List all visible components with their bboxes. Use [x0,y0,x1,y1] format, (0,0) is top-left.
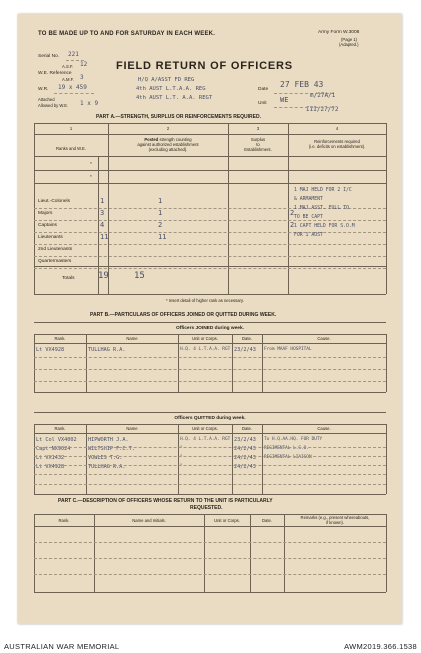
quitted-row-unit: " [180,446,183,451]
col-posted-3: (excluding attached). [148,147,188,152]
col-surplus-3: Establishment. [244,147,272,152]
joined-row-name: TULLHAG R.A. [88,347,126,353]
col-number-3: 3 [256,126,260,131]
quitted-row-cause: REGIMENTAL LIAISON [264,455,312,460]
part-c-heading-2: REQUESTED. [190,505,223,511]
col-posted-2: against authorized establishment [137,142,199,147]
quitted-row-name: WILTSHIP F.C.T. [88,446,135,452]
serial-label: Serial No. [38,54,60,59]
quitted-row-unit: " [180,455,183,460]
unit-code-2: III/27/72 [306,106,339,113]
rank-label: Lieutenants [38,235,63,240]
quitted-row-rank: Lt VX1432 [36,455,65,461]
c-col-unit: Unit or Corps. [214,518,240,523]
total-we: 19 [98,271,109,281]
reinf-note-5: 1 CAPT HELD FOR S.O.M [294,224,355,229]
col-surplus-2: to [256,142,260,147]
b-col-header: Date. [241,426,252,431]
joined-row-cause: From MAAF HOSPITAL [264,347,312,352]
rank-posted: 11 [158,233,167,241]
rank-label: Lieut.-Colonels [38,199,70,204]
quitted-row-date: 24/2/43 [234,446,256,452]
rank-we: 1 [100,197,105,205]
rank-posted: 1 [158,197,163,205]
part-a-footnote: * Insert detail of higher rank as necessary. [166,298,244,303]
form-header: TO BE MADE UP TO AND FOR SATURDAY IN EACH WEEK. [38,31,216,37]
serial-value: 221 [68,51,79,58]
quitted-row-name: HIPWORTH J.A. [88,437,129,443]
quitted-row-date: 23/2/43 [234,437,256,443]
b-col-header: Rank. [54,426,66,431]
part-c-heading-1: PART C.—DESCRIPTION OF OFFICERS WHOSE RETURN TO THE UNIT IS PARTICULARLY [58,498,273,504]
rank-posted: 2 [158,221,163,229]
reinf-note-2: & ARMAMENT [294,197,323,202]
asf-label: A.S.F. [62,64,74,69]
asf-value: 12 [80,61,88,68]
quitted-row-date: 24/2/43 [234,455,256,461]
col-number-4: 4 [335,126,339,131]
col-surplus-1: Surplus [250,137,266,142]
b-col-header: Unit or Corps. [192,426,218,431]
attached-label: Attached [38,97,55,102]
star-2: * [90,175,92,180]
rank-label: Quartermasters [38,259,72,264]
quitted-row-cause: To H.Q.AA.HQ. FOR DUTY [264,437,323,442]
quitted-heading: Officers QUITTED during week. [174,416,246,421]
unit-handwriting-3: 4th AUST L.T. A.A. REGT [136,95,213,101]
rank-we: 11 [100,233,109,241]
col-reinf-2: (i.e. deficits on establishment). [308,144,366,149]
quitted-row-unit: " [180,464,183,469]
rank-reinf: 2 [290,209,295,217]
unit-value: WE [280,96,289,104]
totals-label: Totals [62,276,75,281]
footer-accession: AWM2019.366.1538 [344,642,417,651]
we-reference-label: W.E. Reference [38,71,72,76]
rank-label: Majors [38,211,53,216]
col-number-1: 1 [69,126,73,131]
quitted-row-name: VOWLES T.G. [88,455,123,461]
col-reinf-1: Reinforcements required [314,139,360,144]
c-col-remarks-1: Remarks (e.g., present whereabouts, [300,515,370,520]
reinf-note-4: TO BE CAPT [294,215,323,220]
star-1: * [90,162,92,167]
reinf-note-6: FOR 1 AUST [294,233,323,238]
unit-handwriting-1: H/Q A/ASST FD REG [138,77,195,83]
b-col-header: Cause. [317,336,331,341]
joined-row-unit: H.Q. 4 L.T.A.A. RGT [180,347,231,352]
form-page: (Page 1) [341,37,358,42]
rank-posted: 1 [158,209,163,217]
footer [0,640,421,653]
reinf-note-1: 1 MAJ HELD FOR 2 I/C [294,188,352,193]
c-col-rank: Rank. [58,518,70,523]
amf-value: 3 [80,74,84,81]
quitted-row-rank: Capt NX9024 [36,446,71,452]
col-number-2: 2 [166,126,170,131]
quitted-row-rank: Lt VX4928 [36,464,65,470]
quitted-row-unit: H.Q. 4 L.T.A.A. RGT [180,437,231,442]
form-number: Army Form W.3008 [318,30,360,35]
unit-code: m/27A/1 [310,92,336,99]
quitted-row-date: 24/2/43 [234,464,256,470]
b-col-header: Name [126,336,138,341]
form-sheet [18,14,402,624]
total-posted: 15 [134,271,145,281]
rank-we: 4 [100,221,105,229]
part-a-heading: PART A.—STRENGTH, SURPLUS OR REINFORCEMENTS REQUIRED. [96,114,262,120]
col-ranks-we: Ranks and W.E. [55,146,87,151]
unit-handwriting-2: 4th AUST L.T.A.A. REG [136,86,206,92]
allowed-value: 1 x 9 [80,100,99,107]
joined-row-rank: Lt VX4928 [36,347,65,353]
rank-label: 2nd Lieutenants [38,247,73,252]
wr-value: 19 x 459 [58,84,87,91]
b-col-header: Cause. [317,426,331,431]
rank-reinf: 2 [290,221,295,229]
form-title: FIELD RETURN OF OFFICERS [116,60,293,72]
quitted-row-cause: REGIMENTAL L.S.O. [264,446,309,451]
rank-label: Captains [38,223,57,228]
c-col-name: Name and Initials. [132,518,166,523]
b-col-header: Date. [241,336,252,341]
quitted-row-rank: Lt Col VX4002 [36,437,77,443]
joined-heading: Officers JOINED during week. [176,326,244,331]
rank-we: 3 [100,209,105,217]
footer-institution: AUSTRALIAN WAR MEMORIAL [4,642,120,651]
c-col-remarks-2: if known). [326,520,344,525]
part-b-heading: PART B.—PARTICULARS OF OFFICERS JOINED OR QUITTED DURING WEEK. [90,312,277,318]
quitted-row-name: TULLHAG R.A. [88,464,126,470]
amf-label: A.M.F. [62,77,74,82]
date-label: Date [258,87,269,92]
joined-row-date: 23/2/43 [234,347,256,353]
form-adapted: (Adapted.) [339,42,359,47]
b-col-header: Rank. [54,336,66,341]
unit-label: Unit [258,101,267,106]
allowed-label: Allowed by W.E. [38,103,69,108]
b-col-header: Name [126,426,138,431]
c-col-date: Date. [261,518,272,523]
reinf-note-3: 1 MAJ ASST. FULL TO [294,206,349,211]
date-value: 27 FEB 43 [280,80,324,89]
wr-label: W.R. [38,87,49,92]
b-col-header: Unit or Corps. [192,336,218,341]
col-posted-1: Posted strength counting [144,137,192,142]
